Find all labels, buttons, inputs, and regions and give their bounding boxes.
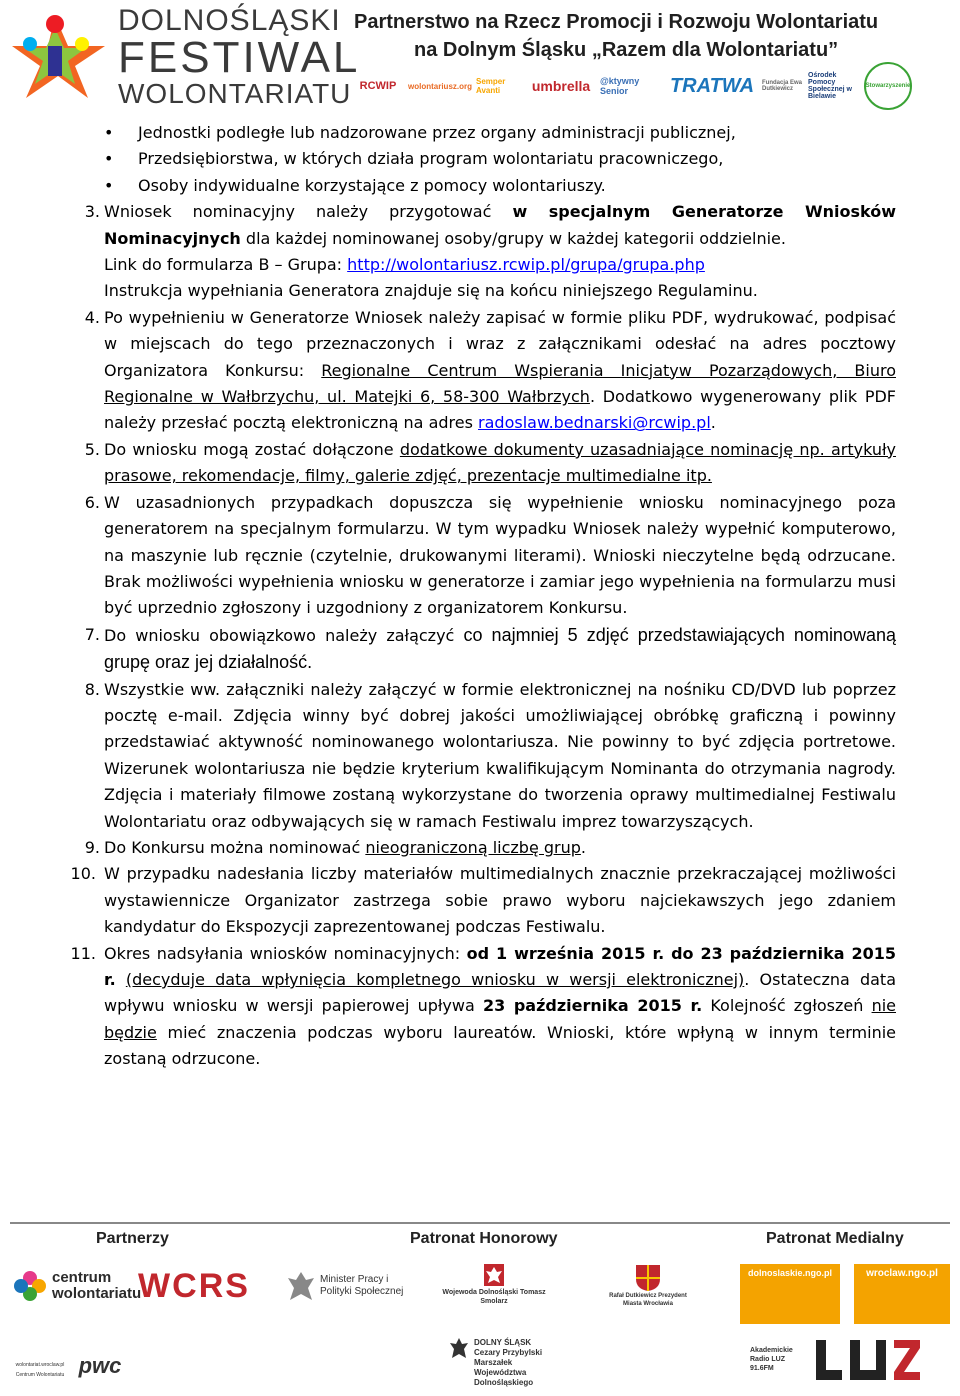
link-label: Link do formularza B – Grupa:	[104, 255, 348, 275]
eagle-icon	[286, 1270, 316, 1304]
festival-line2: FESTIWAL	[118, 33, 361, 82]
rule-item-6	[70, 490, 896, 622]
rule-text: dla każdej nominowanej osoby/grupy w każdej kategorii oddzielnie.	[240, 228, 786, 248]
rule-text	[116, 970, 126, 989]
ministry-logo	[286, 1266, 416, 1314]
rule-number: 5.	[84, 439, 100, 459]
page-header	[0, 0, 960, 112]
mayor-name: Rafał Dutkiewicz Prezydent Miasta Wrocławia	[609, 1293, 687, 1307]
rule-number: 6.	[84, 492, 100, 512]
rule-text: W uzasadnionych przypadkach dopuszcza się wypełnienie wniosku nominacyjnego poza generatorem na specjalnym formularzu. W tym wypadku Wniosek należy wypełnić komputerowo, na maszynie lub ręcznie (czytelnie, drukowanymi literami). Wnioski nieczytelne będą odrzucane. Brak możliwości wypełnienia wniosku w generatorze i zamiar jego wypełnienia na formularzu musi być uprzednio zgłoszony i uzgodniony z organizatorem Konkursu.	[104, 492, 896, 618]
festival-wordmark	[118, 6, 360, 108]
page-footer	[0, 1222, 960, 1396]
rule-item-11	[70, 941, 896, 1073]
flower-icon	[12, 1268, 48, 1304]
pwc-logo	[70, 1348, 130, 1384]
lower-silesia-name: DOLNY ŚLĄSK Cezary Przybylski Marszałek Województwa Dolnośląskiego	[474, 1338, 543, 1387]
voivode-name: Wojewoda Dolnośląski Tomasz Smolarz	[442, 1289, 546, 1305]
mayor-logo	[600, 1262, 696, 1322]
email-link[interactable]: radoslaw.bednarski@rcwip.pl	[478, 413, 711, 433]
organizer-address: Regionalne Centrum Wspierania Inicjatyw Pozarządowych, Biuro Regionalne w Wałbrzychu, ul. Matejki 6, 58-300 Wałbrzych	[104, 360, 896, 407]
cwol-name-label: Centrum Wolontariatu	[15, 1372, 65, 1378]
rule-item-3	[70, 199, 896, 305]
rule-text: Do wniosku obowiązkowo należy załączyć	[104, 625, 464, 645]
rule-emphasis: w specjalnym Generatorze Wniosków Nominacyjnych	[104, 202, 896, 248]
rule-text: Do Konkursu można nominować	[104, 837, 366, 857]
rule-number: 3.	[84, 202, 100, 222]
sponsor-logo-umbrella: umbrella	[531, 78, 591, 94]
rule-number: 11.	[70, 943, 96, 963]
sponsor-logo-fundacja: Fundacja Ewa Dutkiewicz	[762, 80, 803, 92]
rule-number: 9.	[84, 837, 100, 857]
rule-text: Wszystkie ww. załączniki należy załączyć w formie elektronicznej na nośniku CD/DVD lub poprzez pocztę e-mail. Zdjęcia winny być dobrej jakości umożliwiającej obróbkę graficzną i powinny przedstawiać aktywność nominowanego wolontariusza. Nie powinny to być zdjęcia portretowe. Wizerunek wolontariusza nie będzie kryterium kwalifikującym Nominanta do otrzymania nagrody. Zdjęcia i materiały filmowe zostaną wykorzystane do tworzenia oprawy multimedialnej Festiwalu Wolontariatu oraz odbywających się w ramach Festiwalu imprez towarzyszących.	[104, 679, 896, 831]
wcrs-name: WCRS	[138, 1267, 250, 1305]
sponsor-logo-stowarzyszenie: Stowarzyszenie	[864, 62, 912, 110]
sponsor-logo-wolontariusz: wolontariusz.org	[408, 81, 472, 91]
radio-luz-name: Akademickie Radio LUZ 91.6FM	[750, 1347, 793, 1372]
dolnoslaskie-ngo-logo	[740, 1264, 840, 1324]
cwol-sub-label: wolontariat.wroclaw.pl	[15, 1362, 65, 1368]
rule-item-5	[70, 437, 896, 490]
wroclaw-crest-icon	[633, 1262, 663, 1292]
rule-text: .	[580, 837, 586, 857]
pwc-name: pwc	[78, 1353, 122, 1378]
rule-underlined: nieograniczoną liczbę grup	[365, 837, 581, 857]
luz-wordmark-icon	[814, 1336, 924, 1386]
rule-underlined: dodatkowe dokumenty uzasadniające nominację np. artykuły prasowe, rekomendacje, filmy, galerie zdjęć, prezentacje multimedialne itp.	[104, 439, 897, 486]
partnership-title	[354, 8, 954, 64]
rule-text: Okres nadsyłania wniosków nominacyjnych:	[104, 943, 467, 963]
rule-number: 7.	[84, 624, 100, 644]
rule-text: Do wniosku mogą zostać dołączone	[104, 439, 400, 459]
sponsor-logo-aktywny-senior: @ktywny Senior	[600, 76, 640, 96]
list-item: • Osoby indywidualne korzystające z pomocy wolontariuszy.	[70, 173, 896, 199]
rule-text: . Ostateczna data wpływu wniosku w wersji papierowej upływa	[104, 970, 897, 1016]
rule-item-10	[70, 861, 896, 940]
media-title: Patronat Medialny	[766, 1230, 904, 1247]
rule-underlined: (decyduje data wpłynięcia kompletnego wniosku w wersji elektronicznej)	[125, 970, 745, 989]
rule-item-4	[70, 305, 896, 437]
rule-number: 10.	[70, 864, 96, 884]
lower-silesia-logo	[448, 1334, 548, 1392]
sponsor-logo-rcwip: RCWIP	[359, 80, 397, 92]
rule-emphasis: co najmniej 5 zdjęć przedstawiających nominowaną grupę oraz jej działalność.	[104, 624, 896, 673]
rule-text: Kolejność zgłoszeń	[702, 996, 872, 1016]
wcrs-logo	[138, 1266, 250, 1314]
footer-divider	[10, 1222, 950, 1224]
partnership-title-line1: Partnerstwo na Rzecz Promocji i Rozwoju Wolontariatu	[354, 11, 879, 33]
honorary-title: Patronat Honorowy	[410, 1230, 558, 1247]
sponsor-logos	[352, 62, 912, 110]
dolnoslaskie-ngo-name: dolnoslaskie.ngo.pl	[747, 1268, 832, 1278]
partnership-title-line2: na Dolnym Śląsku „Razem dla Wolontariatu”	[414, 39, 839, 61]
wroclaw-ngo-logo	[854, 1264, 950, 1324]
lower-silesia-eagle-icon	[448, 1336, 470, 1362]
deadline-dates: od 1 września 2015 r. do 23 października 2015 r.	[104, 943, 896, 989]
rule-instruction: Instrukcja wypełniania Generatora znajduje się na końcu niniejszego Regulaminu.	[104, 281, 758, 301]
centrum-wolontariatu-name: centrum wolontariatu	[52, 1269, 142, 1302]
rule-underlined: nie będzie	[104, 996, 896, 1042]
rule-item-9	[70, 835, 896, 861]
festival-line3: WOLONTARIATU	[118, 78, 352, 109]
rule-text: Wniosek nominacyjny należy przygotować	[104, 202, 513, 222]
rule-number: 4.	[84, 307, 100, 327]
rule-text: . Dodatkowo wygenerowany plik PDF należy przesłać pocztą elektroniczną na adres	[104, 387, 896, 433]
form-link[interactable]: http://wolontariusz.rcwip.pl/grupa/grupa.php	[347, 255, 705, 275]
radio-luz-logo	[750, 1334, 926, 1390]
eagle-crest-icon	[482, 1262, 506, 1288]
centrum-wolontariatu-logo	[12, 1262, 142, 1318]
festival-line1: DOLNOŚLĄSKI	[118, 4, 341, 37]
rule-item-8	[70, 677, 896, 835]
list-item: • Przedsiębiorstwa, w których działa program wolontariatu pracowniczego,	[70, 146, 896, 172]
rule-item-7	[70, 622, 896, 677]
partners-title: Partnerzy	[96, 1230, 169, 1247]
sponsor-logo-semper-avanti: Semper Avanti	[476, 77, 506, 95]
rule-number: 8.	[84, 679, 100, 699]
ministry-name: Minister Pracy i Polityki Społecznej	[320, 1274, 404, 1297]
paper-deadline: 23 października 2015 r.	[482, 996, 703, 1016]
rule-text: .	[710, 413, 716, 433]
voivode-logo	[440, 1262, 548, 1318]
sponsor-logo-tratwa: TRATWA	[669, 74, 755, 97]
rule-text: Po wypełnieniu w Generatorze Wniosek należy zapisać w formie pliku PDF, wydrukować, podpisać w miejscach do tego przeznaczonych i wraz z załącznikami odesłać na adres pocztowy Organizatora Konkursu:	[104, 307, 896, 380]
wroclaw-ngo-name: wroclaw.ngo.pl	[866, 1268, 938, 1279]
regulations-content	[70, 120, 896, 1073]
list-item: • Jednostki podległe lub nadzorowane przez organy administracji publicznej,	[70, 120, 896, 146]
rule-text: mieć znaczenia podczas wyboru laureatów. Wnioski, które wpłyną w innym terminie zostaną odrzucone.	[104, 1022, 896, 1069]
rule-text: W przypadku nadesłania liczby materiałów multimedialnych znacznie przekraczającej możliwości wystawiennicze Organizator zastrzega sobie prawo wyboru najciekawszych jego zdaniem kandydatur do Ekspozycji zaprezentowanej podczas Festiwalu.	[104, 864, 896, 937]
sponsor-logo-ops-bielawa: Ośrodek Pomocy Społecznej w Bielawie	[808, 72, 852, 100]
